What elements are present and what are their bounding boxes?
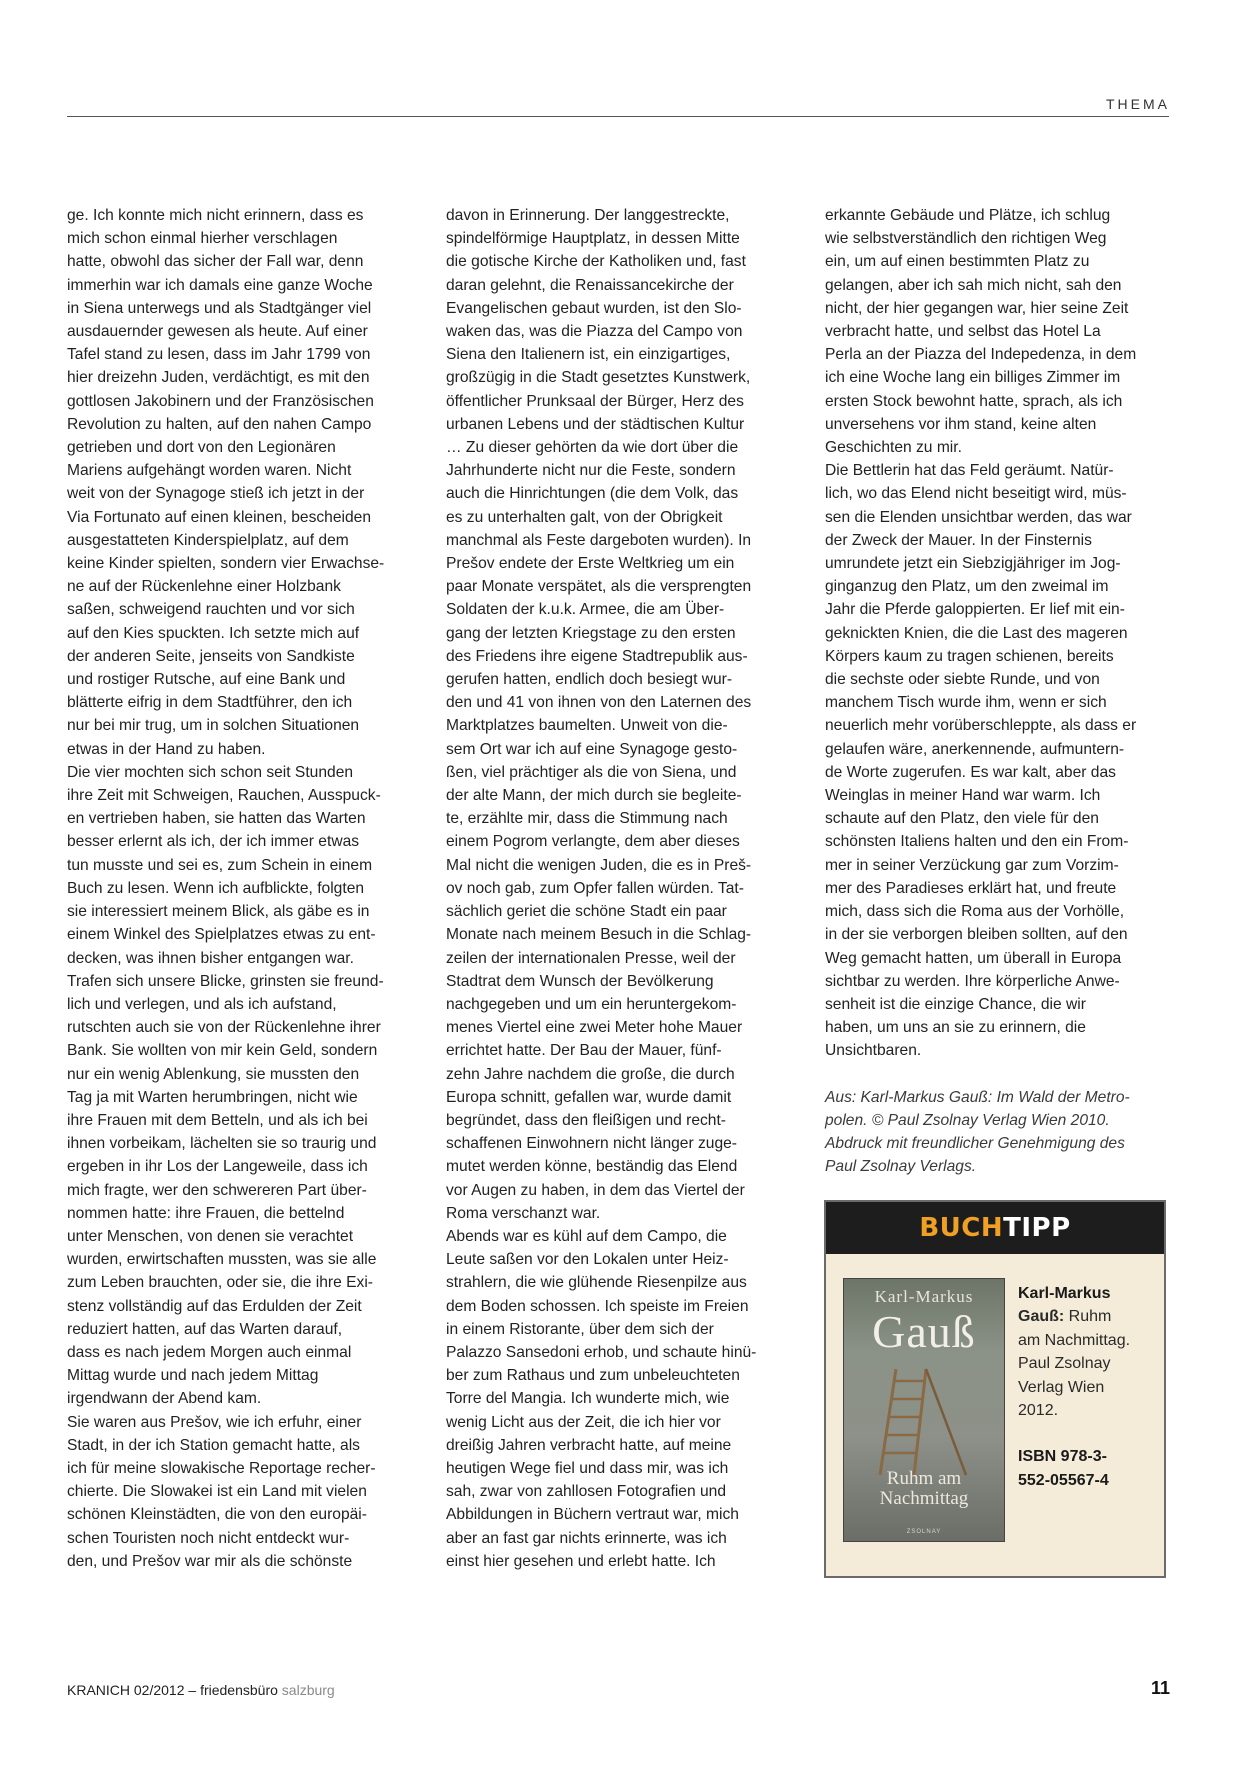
- text-line: heutigen Wege fiel und dass mir, was ich: [446, 1459, 729, 1477]
- text-line: Prešov endete der Erste Weltkrieg um ein: [446, 555, 735, 573]
- text-line: Soldaten der k.u.k. Armee, die am Über-: [446, 601, 725, 619]
- text-line: dem Boden schossen. Ich speiste im Freien: [446, 1297, 749, 1315]
- text-line: immerhin war ich damals eine ganze Woche: [67, 276, 373, 294]
- attribution-line: Paul Zsolnay Verlags.: [825, 1158, 977, 1176]
- cover-title-line: Ruhm am: [886, 1468, 962, 1489]
- text-line: manchem Tisch wurde ihm, wenn er sich: [825, 694, 1107, 712]
- attribution-line: Aus: Karl-Markus Gauß: Im Wald der Metro-: [825, 1088, 1130, 1106]
- text-line: in Siena unterwegs und als Stadtgänger viel: [67, 299, 372, 317]
- text-line: Via Fortunato auf einen kleinen, bescheiden: [67, 508, 372, 526]
- text-line: sie interessiert meinem Blick, als gäbe es in: [67, 903, 370, 921]
- text-line: en vertrieben haben, sie hatten das Warten: [67, 810, 366, 828]
- text-line: sächlich geriet die schöne Stadt ein paar: [446, 903, 727, 921]
- footer-magazine-name: KRANICH 02/2012 – friedensbüro: [67, 1682, 278, 1698]
- text-line: Bank. Sie wollten von mir kein Geld, sondern: [67, 1042, 378, 1060]
- cover-publisher: ZSOLNAY: [906, 1529, 942, 1535]
- text-line: einem Winkel des Spielplatzes etwas zu ent-: [67, 926, 376, 944]
- text-line: keine Kinder spielten, sondern vier Erwachse-: [67, 555, 385, 573]
- text-line: Mariens aufgehängt worden waren. Nicht: [67, 462, 352, 480]
- article-paragraph: [446, 204, 798, 1225]
- text-line: Mittag wurde und nach jedem Mittag: [67, 1367, 319, 1385]
- text-line: auch die Hinrichtungen (die dem Volk, das: [446, 485, 739, 503]
- text-line: Stadtrat dem Wunsch der Bevölkerung: [446, 972, 714, 990]
- text-line: mich schon einmal hierher verschlagen: [67, 230, 338, 248]
- text-line: Weg gemacht hatten, um überall in Europa: [825, 949, 1122, 967]
- book-info-line: Verlag Wien: [1018, 1378, 1105, 1396]
- attribution-line: Abdruck mit freundlicher Genehmigung des: [825, 1134, 1125, 1152]
- text-line: mer in seiner Verzückung gar zum Vorzim-: [825, 856, 1119, 874]
- text-line: öffentlicher Prunksaal der Bürger, Herz des: [446, 392, 744, 410]
- text-line: ich eine Woche lang ein billiges Zimmer im: [825, 369, 1121, 387]
- text-line: ein, um auf einen bestimmten Platz zu: [825, 253, 1090, 271]
- text-line: ge. Ich konnte mich nicht erinnern, dass es: [67, 207, 364, 224]
- text-line: ihre Frauen mit dem Betteln, und als ich bei: [67, 1111, 368, 1129]
- isbn-line: 552-05567-4: [1018, 1471, 1109, 1489]
- text-column-1: [67, 204, 419, 1573]
- text-line: ausdauernder gewesen als heute. Auf einer: [67, 323, 368, 341]
- text-line: einem Pogrom verlangte, dem aber dieses: [446, 833, 740, 851]
- text-line: sichtbar zu werden. Ihre körperliche Anwe-: [825, 972, 1120, 990]
- text-line: Marktplatzes baumelten. Unweit von die-: [446, 717, 728, 735]
- text-line: unter Menschen, von denen sie verachtet: [67, 1227, 354, 1245]
- book-title-start: Ruhm: [1068, 1308, 1112, 1326]
- text-line: Torre del Mangia. Ich wunderte mich, wie: [446, 1390, 730, 1408]
- text-line: weit von der Synagoge stieß ich jetzt in der: [67, 485, 365, 503]
- text-line: rutschten auch sie von der Rückenlehne ihrer: [67, 1019, 381, 1037]
- cover-title: [844, 1469, 1004, 1509]
- text-line: erkannte Gebäude und Plätze, ich schlug: [825, 207, 1111, 224]
- text-line: schönen Kleinstädten, die von den europäi-: [67, 1506, 367, 1524]
- buchtipp-heading: [826, 1202, 1164, 1254]
- ladder-illustration: [874, 1367, 974, 1477]
- text-line: nur ein wenig Ablenkung, sie mussten den: [67, 1065, 360, 1083]
- text-line: mutet werden könne, beständig das Elend: [446, 1158, 738, 1176]
- text-line: mer des Paradieses erklärt hat, und freute: [825, 879, 1117, 897]
- text-line: Perla an der Piazza del Indepedenza, in dem: [825, 346, 1137, 364]
- isbn-line: ISBN 978-3-: [1018, 1448, 1107, 1466]
- text-line: nicht, der hier gegangen war, hier seine Zeit: [825, 299, 1129, 317]
- text-line: te, erzählte mir, dass die Stimmung nach: [446, 810, 728, 828]
- article-paragraph: [825, 204, 1171, 459]
- buchtipp-box: [824, 1200, 1166, 1578]
- text-line: Monate nach meinem Besuch in die Schlag-: [446, 926, 752, 944]
- text-line: der alte Mann, der mich durch sie begleite-: [446, 787, 742, 805]
- text-line: gelaufen wäre, anerkennende, aufmuntern-: [825, 740, 1125, 758]
- text-line: den, und Prešov war mir als die schönste: [67, 1552, 353, 1570]
- text-line: dass es nach jedem Morgen auch einmal: [67, 1343, 352, 1361]
- text-line: Stadt, in der ich Station gemacht hatte, als: [67, 1436, 360, 1454]
- text-line: in einem Ristorante, über dem sich der: [446, 1320, 714, 1338]
- text-line: haben, um uns an sie zu erinnern, die: [825, 1019, 1086, 1037]
- text-line: in der sie verborgen bleiben sollten, auf den: [825, 926, 1128, 944]
- article-paragraph: [446, 1225, 798, 1573]
- text-line: reduziert hatten, auf das Warten darauf,: [67, 1320, 343, 1338]
- text-line: ber zum Rathaus und zum unbeleuchteten: [446, 1367, 740, 1385]
- book-info: [1018, 1282, 1158, 1492]
- text-line: wenig Licht aus der Zeit, die ich hier vor: [446, 1413, 721, 1431]
- text-line: besser erlernt als ich, der ich immer etwas: [67, 833, 360, 851]
- text-line: Leute saßen vor den Lokalen unter Heiz-: [446, 1251, 729, 1269]
- article-paragraph: [67, 761, 419, 1411]
- text-line: menes Viertel eine zwei Meter hohe Mauer: [446, 1019, 743, 1037]
- text-line: Die Bettlerin hat das Feld geräumt. Natür-: [825, 462, 1114, 480]
- text-line: Tag ja mit Warten herumbringen, nicht wie: [67, 1088, 358, 1106]
- text-line: ginganzug den Platz, um den zweimal im: [825, 578, 1109, 596]
- book-author-title-line: [1018, 1305, 1158, 1328]
- text-line: daran gelehnt, die Renaissancekirche der: [446, 276, 734, 294]
- cover-author-first: Karl-Markus: [874, 1287, 974, 1306]
- text-line: schönsten Italiens halten und den ein From-: [825, 833, 1129, 851]
- text-line: blätterte eifrig in dem Stadtführer, den ich: [67, 694, 353, 712]
- text-line: gottlosen Jakobinern und der Französischen: [67, 392, 374, 410]
- article-paragraph: [67, 1411, 419, 1573]
- book-author-last: Gauß:: [1018, 1308, 1065, 1326]
- text-line: begründet, dass den fleißigen und recht-: [446, 1111, 727, 1129]
- text-line: ihnen vorbeikam, lächelten sie so traurig und: [67, 1135, 377, 1153]
- book-info-line: am Nachmittag.: [1018, 1331, 1131, 1349]
- text-line: und rostiger Rutsche, auf eine Bank und: [67, 671, 346, 689]
- text-line: ich für meine slowakische Reportage recher-: [67, 1459, 376, 1477]
- cover-title-line: Nachmittag: [879, 1488, 969, 1509]
- text-line: des Friedens ihre eigene Stadtrepublik aus-: [446, 647, 748, 665]
- text-line: gang der letzten Kriegstage zu den ersten: [446, 624, 736, 642]
- text-line: Körpers kaum zu tragen schienen, bereits: [825, 647, 1114, 665]
- text-line: ov noch gab, zum Opfer fallen würden. Tat-: [446, 879, 744, 897]
- text-line: Roma verschanzt war.: [446, 1204, 601, 1222]
- text-line: irgendwann der Abend kam.: [67, 1390, 262, 1408]
- text-line: Palazzo Sansedoni erhob, und schaute hinü-: [446, 1343, 757, 1361]
- book-cover: [843, 1278, 1005, 1542]
- text-line: dreißig Jahren verbracht hatte, auf meine: [446, 1436, 732, 1454]
- text-line: geknickten Knien, die die Last des mageren: [825, 624, 1128, 642]
- cover-author-last: Gauß: [872, 1306, 976, 1357]
- text-line: einst hier gesehen und erlebt hatte. Ich: [446, 1552, 716, 1570]
- text-line: vor Augen zu haben, in dem das Viertel der: [446, 1181, 745, 1199]
- text-line: urbanen Lebens und der städtischen Kultur: [446, 415, 745, 433]
- text-line: wurden, erwirtschaften mussten, was sie alle: [67, 1251, 377, 1269]
- footer-city: salzburg: [281, 1682, 335, 1698]
- text-line: getrieben und dort von den Legionären: [67, 439, 336, 457]
- text-line: Evangelischen gebaut wurden, ist den Slo-: [446, 299, 742, 317]
- text-line: chierte. Die Slowakei ist ein Land mit vielen: [67, 1483, 367, 1501]
- text-line: Jahr die Pferde galoppierten. Er lief mit ein-: [825, 601, 1125, 619]
- text-line: Trafen sich unsere Blicke, grinsten sie freund-: [67, 972, 384, 990]
- text-line: wie selbstverständlich den richtigen Weg: [825, 230, 1107, 248]
- text-line: errichtet hatte. Der Bau der Mauer, fünf-: [446, 1042, 722, 1060]
- text-line: strahlern, die wie glühende Riesenpilze aus: [446, 1274, 747, 1292]
- book-info-line: Paul Zsolnay: [1018, 1355, 1111, 1373]
- text-line: sah, zwar von zahllosen Fotografien und: [446, 1483, 726, 1501]
- text-line: zum Leben brauchten, oder sie, die ihre Exi-: [67, 1274, 373, 1292]
- text-line: … Zu dieser gehörten da wie dort über die: [446, 439, 739, 457]
- text-line: ergeben in ihr Los der Langeweile, dass ich: [67, 1158, 368, 1176]
- text-line: Jahrhunderte nicht nur die Feste, sondern: [446, 462, 736, 480]
- text-line: ausgestatteten Kinderspielplatz, auf dem: [67, 531, 349, 549]
- footer-magazine: [67, 1682, 335, 1698]
- header-rule: [67, 116, 1169, 117]
- text-line: davon in Erinnerung. Der langgestreckte,: [446, 207, 730, 224]
- text-line: Die vier mochten sich schon seit Stunden: [67, 763, 354, 781]
- text-line: Weinglas in meiner Hand war warm. Ich: [825, 787, 1101, 805]
- article-paragraph: [825, 459, 1171, 1062]
- text-line: Revolution zu halten, auf den nahen Campo: [67, 415, 372, 433]
- attribution-line: polen. © Paul Zsolnay Verlag Wien 2010.: [825, 1111, 1110, 1129]
- text-line: hier dreizehn Juden, verdächtigt, es mit den: [67, 369, 370, 387]
- source-attribution: [825, 1086, 1171, 1179]
- text-line: neuerlich mehr vorüberschleppte, als dass er: [825, 717, 1137, 735]
- text-line: aber an fast gar nichts erinnerte, was ich: [446, 1529, 727, 1547]
- text-column-3: [825, 204, 1171, 1178]
- text-line: tun musste und sei es, zum Schein in einem: [67, 856, 373, 874]
- text-line: schen Touristen noch nicht entdeckt wur-: [67, 1529, 350, 1547]
- text-line: Abbildungen in Büchern vertraut war, mich: [446, 1506, 739, 1524]
- text-line: senheit ist die einzige Chance, die wir: [825, 995, 1086, 1013]
- text-line: Mal nicht die wenigen Juden, die es in Preš-: [446, 856, 752, 874]
- text-line: es zu unterhalten galt, von der Obrigkeit: [446, 508, 723, 526]
- book-info-line: 2012.: [1018, 1402, 1059, 1420]
- text-line: Siena den Italienern ist, ein einzigartiges,: [446, 346, 731, 364]
- text-line: unversehens vor ihm stand, keine alten: [825, 415, 1097, 433]
- article-paragraph: [67, 204, 419, 761]
- text-line: nur bei mir trug, um in solchen Situationen: [67, 717, 360, 735]
- text-line: saßen, schweigend rauchten und vor sich: [67, 601, 355, 619]
- page-number: 11: [1150, 1678, 1170, 1698]
- text-line: stenz vollständig auf das Erdulden der Zeit: [67, 1297, 362, 1315]
- text-line: decken, was ihnen bisher entgangen war.: [67, 949, 354, 967]
- text-line: ßen, viel prächtiger als die von Siena, und: [446, 763, 737, 781]
- text-line: Geschichten zu mir.: [825, 439, 962, 457]
- buchtipp-heading-accent: BUCH: [919, 1213, 1004, 1243]
- text-line: nommen hatte: ihre Frauen, die bettelnd: [67, 1204, 345, 1222]
- text-line: lich, wo das Elend nicht beseitigt wird, müs-: [825, 485, 1127, 503]
- text-line: zeilen der internationalen Presse, weil der: [446, 949, 736, 967]
- book-author-line: Karl-Markus: [1018, 1285, 1111, 1302]
- text-column-2: [446, 204, 798, 1573]
- text-line: die gotische Kirche der Katholiken und, fast: [446, 253, 746, 271]
- text-line: paar Monate verspätet, als die versprengten: [446, 578, 752, 596]
- text-line: ihre Zeit mit Schweigen, Rauchen, Ausspuck-: [67, 787, 381, 805]
- text-line: Sie waren aus Prešov, wie ich erfuhr, einer: [67, 1413, 362, 1431]
- text-line: Tafel stand zu lesen, dass im Jahr 1799 von: [67, 346, 371, 364]
- text-line: mich, dass sich die Roma aus der Vorhölle,: [825, 903, 1125, 921]
- text-line: waken das, was die Piazza del Campo von: [446, 323, 743, 341]
- text-line: ersten Stock bewohnt hatte, sprach, als ich: [825, 392, 1123, 410]
- text-line: großzügig in die Stadt gesetztes Kunstwerk,: [446, 369, 751, 387]
- text-line: spindelförmige Hauptplatz, in dessen Mitte: [446, 230, 740, 248]
- buchtipp-heading-rest: TIPP: [1003, 1213, 1071, 1243]
- text-line: manchmal als Feste dargeboten wurden). In: [446, 531, 752, 549]
- text-line: zehn Jahre nachdem die große, die durch: [446, 1065, 735, 1083]
- text-line: etwas in der Hand zu haben.: [67, 740, 266, 758]
- text-line: ne auf der Rückenlehne einer Holzbank: [67, 578, 341, 596]
- text-line: mich fragte, wer den schwereren Part über-: [67, 1181, 367, 1199]
- text-line: die sechste oder siebte Runde, und von: [825, 671, 1100, 689]
- text-line: umrundete jetzt ein Siebzigjähriger im Jog-: [825, 555, 1121, 573]
- text-line: den und 41 von ihnen von den Laternen des: [446, 694, 752, 712]
- text-line: de Worte zugerufen. Es war kalt, aber das: [825, 763, 1116, 781]
- section-label: THEMA: [1106, 96, 1170, 112]
- text-line: sen die Elenden unsichtbar werden, das war: [825, 508, 1132, 526]
- text-line: schaute auf den Platz, den viele für den: [825, 810, 1099, 828]
- text-line: auf den Kies spuckten. Ich setzte mich auf: [67, 624, 360, 642]
- text-line: gelangen, aber ich sah mich nicht, sah den: [825, 276, 1122, 294]
- text-line: verbracht hatte, und selbst das Hotel La: [825, 323, 1101, 341]
- text-line: Europa schnitt, gefallen war, wurde damit: [446, 1088, 732, 1106]
- text-line: nachgegeben und um ein heruntergekom-: [446, 995, 737, 1013]
- text-line: schaffenen Einwohnern nicht länger zuge-: [446, 1135, 737, 1153]
- text-line: der Zweck der Mauer. In der Finsternis: [825, 531, 1092, 549]
- text-line: gerufen hatten, endlich doch besiegt wur-: [446, 671, 733, 689]
- text-line: der anderen Seite, jenseits von Sandkiste: [67, 647, 355, 665]
- text-line: sem Ort war ich auf eine Synagoge gesto-: [446, 740, 738, 758]
- text-line: Abends war es kühl auf dem Campo, die: [446, 1227, 727, 1245]
- text-line: Unsichtbaren.: [825, 1042, 922, 1060]
- text-line: Buch zu lesen. Wenn ich aufblickte, folgten: [67, 879, 365, 897]
- text-line: hatte, obwohl das sicher der Fall war, denn: [67, 253, 364, 271]
- text-line: lich und verlegen, und als ich aufstand,: [67, 995, 337, 1013]
